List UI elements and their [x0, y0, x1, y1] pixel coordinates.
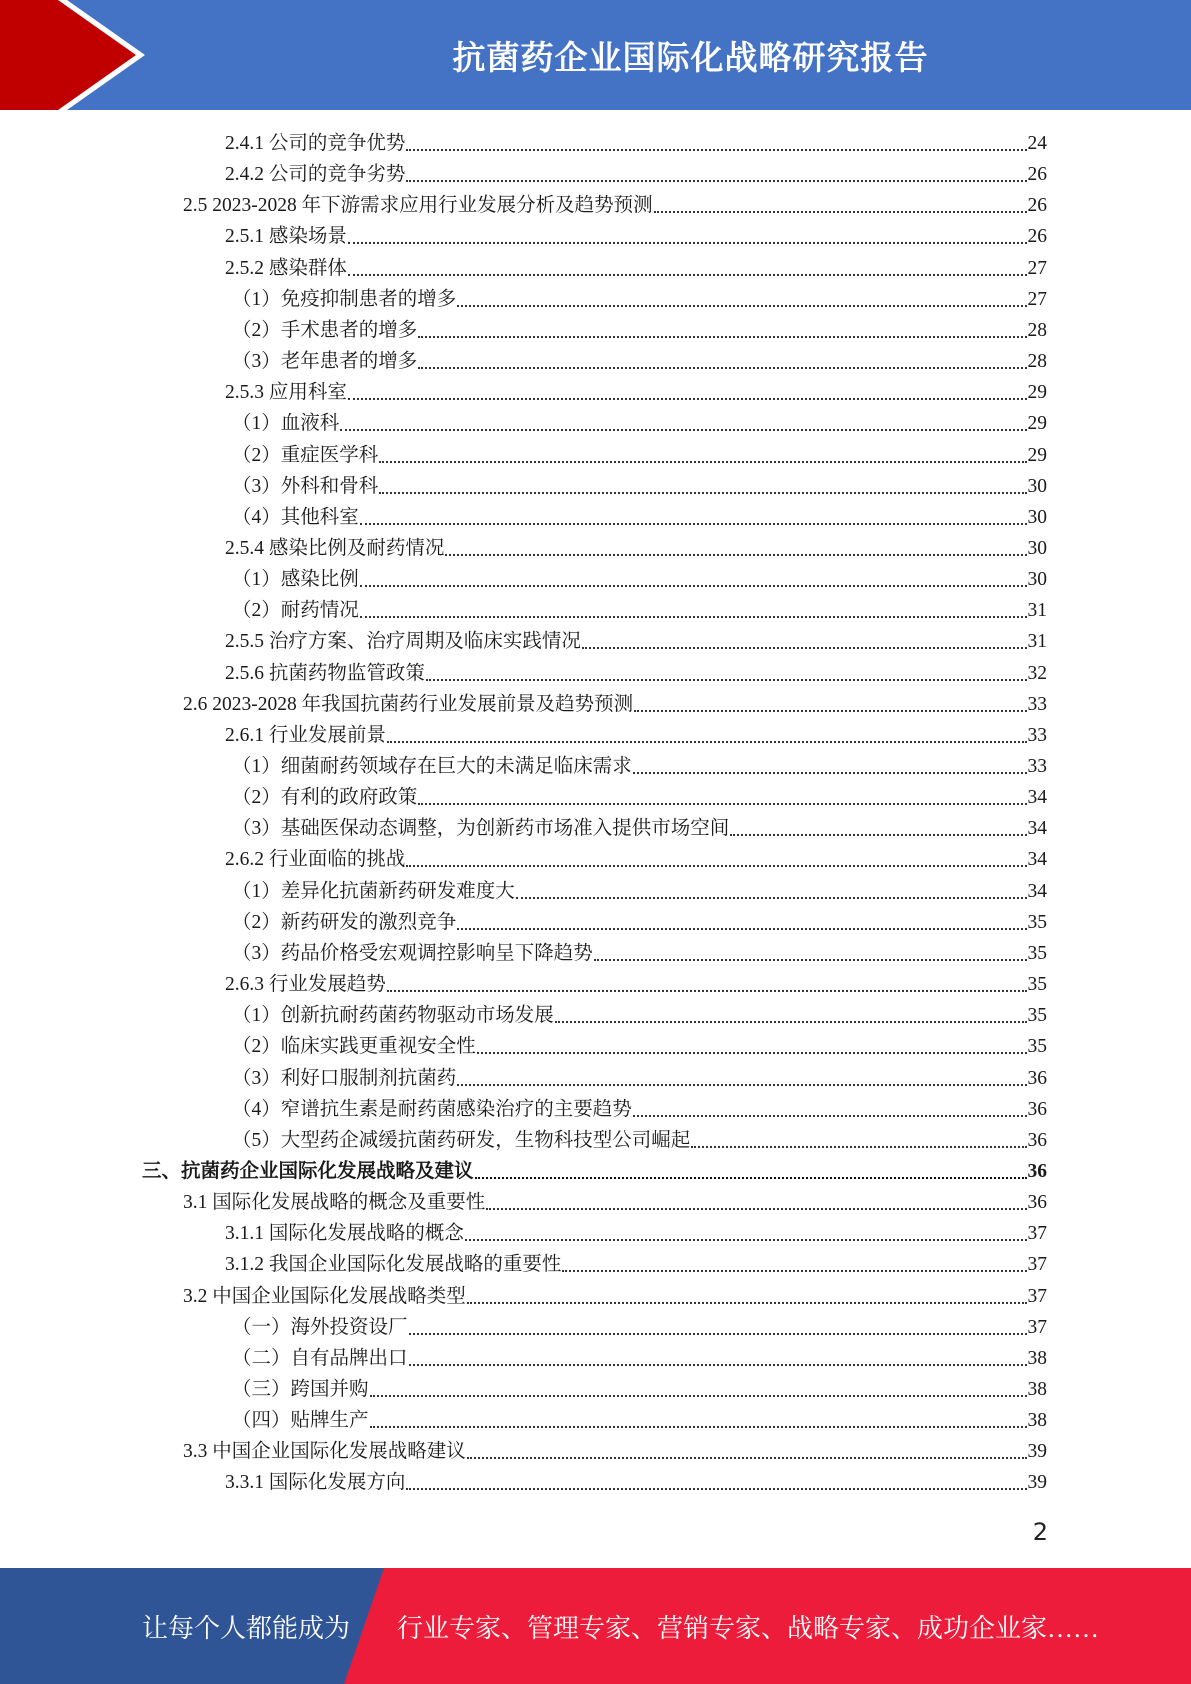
toc-dot-leader	[360, 523, 1027, 525]
toc-entry-page: 30	[1027, 506, 1047, 528]
toc-dot-leader	[387, 990, 1027, 992]
toc-entry[interactable]	[225, 1249, 1047, 1280]
toc-entry-page: 37	[1027, 1223, 1047, 1245]
toc-dot-leader	[370, 1426, 1027, 1428]
toc-entry[interactable]	[183, 1281, 1047, 1312]
toc-dot-leader	[360, 585, 1027, 587]
toc-dot-leader	[475, 1177, 1027, 1179]
toc-entry[interactable]	[232, 1000, 1047, 1031]
toc-dot-leader	[409, 1364, 1027, 1366]
toc-entry[interactable]	[232, 1312, 1047, 1343]
toc-entry-label: （二）自有品牌出口	[232, 1347, 408, 1369]
toc-entry-label: （3）药品价格受宏观调控影响呈下降趋势	[232, 942, 593, 964]
toc-entry-page: 30	[1027, 569, 1047, 591]
toc-dot-leader	[467, 1302, 1027, 1304]
toc-entry[interactable]	[232, 315, 1047, 346]
toc-entry[interactable]	[232, 284, 1047, 315]
toc-entry-label: （1）免疫抑制患者的增多	[232, 288, 457, 310]
toc-entry-label: （4）其他科室	[232, 506, 359, 528]
toc-entry[interactable]	[225, 969, 1047, 1000]
toc-entry-page: 29	[1027, 444, 1047, 466]
toc-entry-page: 33	[1027, 693, 1047, 715]
toc-entry[interactable]	[225, 1218, 1047, 1249]
toc-entry[interactable]	[225, 159, 1047, 190]
toc-entry-label: （2）重症医学科	[232, 444, 379, 466]
toc-entry[interactable]	[232, 471, 1047, 502]
toc-entry-label: 2.5.5 治疗方案、治疗周期及临床实践情况	[225, 631, 581, 653]
toc-dot-leader	[406, 865, 1026, 867]
toc-entry[interactable]	[232, 440, 1047, 471]
toc-entry-page: 38	[1027, 1379, 1047, 1400]
toc-entry-label: （2）有利的政府政策	[232, 787, 418, 809]
toc-dot-leader	[406, 149, 1026, 151]
toc-dot-leader	[486, 1208, 1026, 1210]
toc-entry[interactable]	[232, 907, 1047, 938]
toc-entry[interactable]	[183, 1187, 1047, 1218]
toc-entry-page: 26	[1027, 195, 1047, 217]
toc-entry-label: 2.5.2 感染群体	[225, 257, 347, 279]
toc-entry-label: （2）新药研发的激烈竞争	[232, 911, 457, 933]
toc-entry[interactable]	[232, 1405, 1047, 1436]
toc-dot-leader	[465, 1239, 1027, 1241]
toc-entry-label: 3.1 国际化发展战略的概念及重要性	[183, 1192, 486, 1214]
toc-entry-label: （3）外科和骨科	[232, 475, 379, 497]
toc-entry-page: 27	[1027, 288, 1047, 310]
toc-entry-label: 2.5.1 感染场景	[225, 226, 347, 248]
toc-entry-page: 36	[1027, 1098, 1047, 1120]
toc-entry-page: 30	[1027, 475, 1047, 497]
toc-dot-leader	[348, 274, 1027, 276]
toc-entry-label: （1）创新抗耐药菌药物驱动市场发展	[232, 1005, 554, 1027]
toc-dot-leader	[445, 554, 1026, 556]
toc-dot-leader	[582, 647, 1027, 649]
toc-entry[interactable]	[183, 190, 1047, 221]
toc-dot-leader	[562, 1270, 1026, 1272]
toc-entry-page: 36	[1027, 1067, 1047, 1089]
toc-dot-leader	[457, 928, 1026, 930]
toc-entry-page: 38	[1027, 1410, 1047, 1432]
toc-entry-page: 29	[1027, 413, 1047, 435]
toc-entry[interactable]	[225, 533, 1047, 564]
toc-dot-leader	[348, 398, 1027, 400]
header-arrow-icon	[0, 0, 160, 110]
toc-dot-leader	[457, 1084, 1026, 1086]
toc-dot-leader	[379, 461, 1026, 463]
toc-entry-label: 3.3 中国企业国际化发展战略建议	[183, 1441, 466, 1463]
toc-entry-page: 39	[1027, 1472, 1047, 1494]
report-title: 抗菌药企业国际化战略研究报告	[452, 37, 929, 77]
toc-entry-page: 36	[1027, 1129, 1047, 1151]
toc-entry[interactable]	[232, 1343, 1047, 1374]
toc-dot-leader	[516, 897, 1027, 899]
footer-slogan-right: 行业专家、管理专家、营销专家、战略专家、成功企业家……	[397, 1613, 1100, 1643]
toc-entry-label: （3）老年患者的增多	[232, 351, 418, 373]
toc-entry-label: 2.5 2023-2028 年下游需求应用行业发展分析及趋势预测	[183, 195, 653, 217]
toc-entry-label: （四）贴牌生产	[232, 1410, 369, 1432]
toc-dot-leader	[634, 710, 1026, 712]
toc-entry-label: （2）临床实践更重视安全性	[232, 1036, 476, 1058]
toc-entry-page: 33	[1027, 724, 1047, 746]
toc-entry-page: 39	[1027, 1441, 1047, 1463]
toc-dot-leader	[426, 679, 1027, 681]
toc-entry-page: 34	[1027, 818, 1047, 840]
toc-entry[interactable]	[225, 844, 1047, 875]
toc-entry-page: 38	[1027, 1347, 1047, 1369]
toc-entry-page: 26	[1027, 226, 1047, 248]
toc-entry-label: 2.6 2023-2028 年我国抗菌药行业发展前景及趋势预测	[183, 693, 634, 715]
toc-entry[interactable]	[232, 595, 1047, 626]
footer-slogan-left: 让每个人都能成为	[142, 1613, 351, 1643]
toc-entry-page: 35	[1027, 911, 1047, 933]
toc-entry[interactable]	[232, 782, 1047, 813]
toc-entry-label: 3.1.2 我国企业国际化发展战略的重要性	[225, 1254, 562, 1276]
toc-entry-label: 2.4.1 公司的竞争优势	[225, 133, 406, 154]
toc-entry-page: 35	[1027, 974, 1047, 996]
toc-entry-label: （3）利好口服制剂抗菌药	[232, 1067, 457, 1089]
toc-entry[interactable]	[183, 1436, 1047, 1467]
toc-dot-leader	[654, 211, 1027, 213]
toc-entry-page: 33	[1027, 756, 1047, 777]
toc-entry[interactable]	[225, 253, 1047, 284]
toc-entry-page: 31	[1027, 600, 1047, 622]
toc-entry[interactable]	[225, 128, 1047, 159]
toc-entry[interactable]	[183, 689, 1047, 720]
toc-entry-page: 34	[1027, 849, 1047, 871]
toc-entry-page: 35	[1027, 942, 1047, 964]
toc-entry-label: 2.5.6 抗菌药物监管政策	[225, 662, 425, 684]
toc-dot-leader	[633, 772, 1027, 774]
toc-entry[interactable]	[232, 564, 1047, 595]
toc-dot-leader	[555, 1021, 1027, 1023]
toc-entry[interactable]	[232, 1063, 1047, 1094]
toc-dot-leader	[406, 180, 1026, 182]
toc-entry[interactable]	[225, 1467, 1047, 1498]
toc-entry-label: （1）差异化抗菌新药研发难度大	[232, 880, 515, 902]
toc-entry-page: 29	[1027, 382, 1047, 404]
toc-entry[interactable]	[225, 626, 1047, 657]
toc-dot-leader	[340, 429, 1026, 431]
toc-dot-leader	[457, 305, 1026, 307]
toc-entry[interactable]	[232, 346, 1047, 377]
toc-entry-page: 26	[1027, 164, 1047, 186]
toc-entry-label: （1）血液科	[232, 413, 340, 435]
toc-entry-page: 34	[1027, 880, 1047, 902]
toc-entry-label: 3.2 中国企业国际化发展战略类型	[183, 1285, 466, 1307]
toc-entry[interactable]	[232, 1031, 1047, 1062]
toc-entry-page: 31	[1027, 631, 1047, 653]
toc-dot-leader	[360, 616, 1027, 618]
toc-dot-leader	[418, 803, 1026, 805]
toc-entry[interactable]	[232, 1374, 1047, 1405]
toc-dot-leader	[406, 1488, 1026, 1490]
toc-entry-page: 37	[1027, 1254, 1047, 1276]
toc-entry-page: 37	[1027, 1316, 1047, 1338]
toc-dot-leader	[594, 959, 1027, 961]
toc-entry-label: 2.6.1 行业发展前景	[225, 724, 386, 746]
header-bar	[0, 0, 1191, 110]
toc-entry-page: 28	[1027, 319, 1047, 341]
toc-entry[interactable]	[232, 751, 1047, 782]
toc-entry-page: 34	[1027, 787, 1047, 809]
toc-entry-label: 2.4.2 公司的竞争劣势	[225, 164, 406, 186]
toc-dot-leader	[730, 834, 1026, 836]
toc-entry[interactable]	[232, 408, 1047, 439]
toc-entry-label: 2.5.3 应用科室	[225, 382, 347, 404]
toc-entry[interactable]	[225, 221, 1047, 252]
toc-dot-leader	[477, 1052, 1027, 1054]
toc-dot-leader	[691, 1146, 1026, 1148]
toc-entry-page: 32	[1027, 662, 1047, 684]
toc-entry-page: 30	[1027, 537, 1047, 559]
toc-entry-label: 3.1.1 国际化发展战略的概念	[225, 1223, 464, 1245]
toc-entry[interactable]	[232, 813, 1047, 844]
toc-entry-page: 36	[1027, 1160, 1047, 1182]
toc-dot-leader	[387, 741, 1027, 743]
toc-entry-label: 2.6.3 行业发展趋势	[225, 974, 386, 996]
toc-entry-page: 36	[1027, 1192, 1047, 1214]
toc-dot-leader	[467, 1457, 1027, 1459]
toc-entry-label: （1）细菌耐药领域存在巨大的未满足临床需求	[232, 756, 632, 777]
toc-entry-page: 35	[1027, 1005, 1047, 1027]
toc-entry[interactable]	[232, 1125, 1047, 1156]
toc-dot-leader	[409, 1333, 1027, 1335]
toc-entry-page: 28	[1027, 351, 1047, 373]
toc-dot-leader	[418, 367, 1026, 369]
toc-entry[interactable]	[232, 876, 1047, 907]
page-number: 2	[1032, 1518, 1048, 1546]
toc-entry-label: （2）耐药情况	[232, 600, 359, 622]
toc-dot-leader	[418, 336, 1026, 338]
toc-entry-label: （1）感染比例	[232, 569, 359, 591]
toc-entry[interactable]	[232, 502, 1047, 533]
toc-entry-page: 24	[1027, 133, 1047, 154]
toc-dot-leader	[379, 492, 1026, 494]
footer-banner	[0, 1568, 1191, 1684]
toc-entry-label: （一）海外投资设厂	[232, 1316, 408, 1338]
toc-entry-label: （2）手术患者的增多	[232, 319, 418, 341]
toc-entry-label: （4）窄谱抗生素是耐药菌感染治疗的主要趋势	[232, 1098, 632, 1120]
toc-entry[interactable]	[232, 938, 1047, 969]
toc-entry-page: 35	[1027, 1036, 1047, 1058]
toc-entry[interactable]	[225, 658, 1047, 689]
toc-dot-leader	[633, 1115, 1027, 1117]
toc-dot-leader	[348, 242, 1027, 244]
toc-entry-page: 37	[1027, 1285, 1047, 1307]
toc-entry[interactable]	[225, 377, 1047, 408]
toc-dot-leader	[370, 1395, 1027, 1397]
toc-entry-page: 27	[1027, 257, 1047, 279]
toc-entry-label: 2.5.4 感染比例及耐药情况	[225, 537, 445, 559]
toc-entry-label: 三、抗菌药企业国际化发展战略及建议	[142, 1160, 474, 1182]
toc-entry-label: （3）基础医保动态调整，为创新药市场准入提供市场空间	[232, 818, 730, 840]
toc-entry-label: （5）大型药企减缓抗菌药研发，生物科技型公司崛起	[232, 1129, 691, 1151]
toc-entry-label: 3.3.1 国际化发展方向	[225, 1472, 406, 1494]
toc-entry[interactable]	[142, 1156, 1047, 1187]
toc-entry[interactable]	[225, 720, 1047, 751]
toc-entry-label: 2.6.2 行业面临的挑战	[225, 849, 406, 871]
toc-entry-label: （三）跨国并购	[232, 1379, 369, 1400]
toc-entry[interactable]	[232, 1094, 1047, 1125]
